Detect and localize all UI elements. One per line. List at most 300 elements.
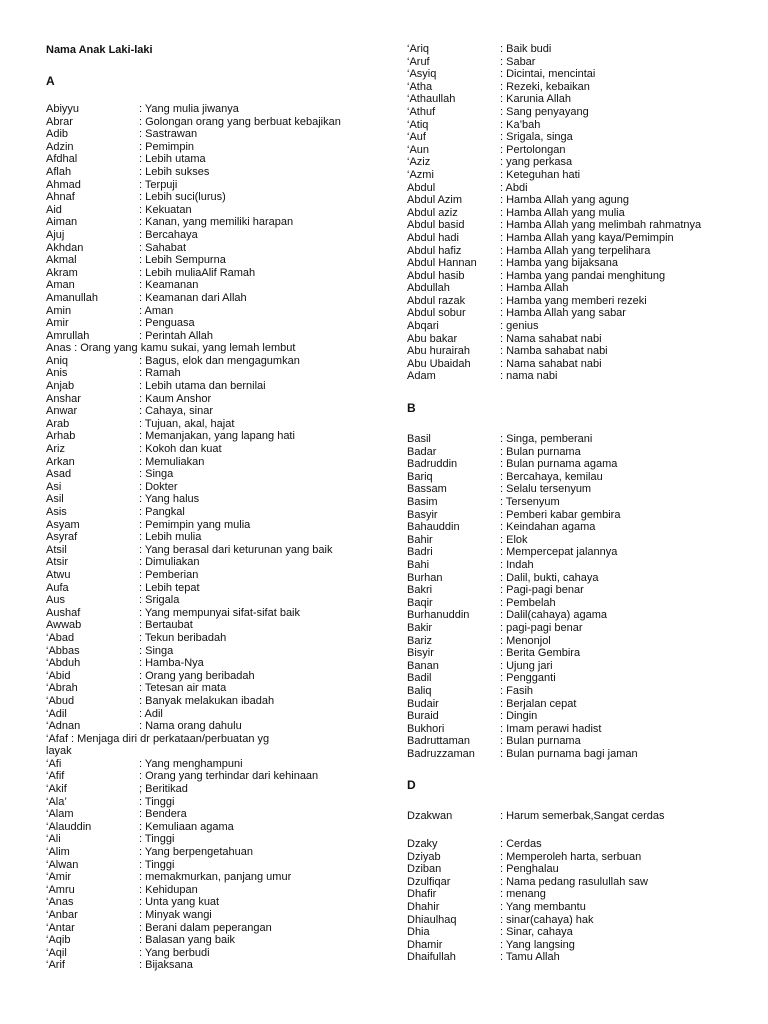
entry-meaning: : Pemberi kabar gembira <box>500 508 621 521</box>
entry-meaning: : Sabar <box>500 55 536 68</box>
list-item <box>407 647 747 660</box>
entry-meaning: : Elok <box>500 533 528 546</box>
entry-name: Anas <box>46 342 72 355</box>
list-item <box>46 884 376 897</box>
entry-name: Asyraf <box>46 531 78 544</box>
entry-meaning: : Tinggi <box>139 833 175 846</box>
list-item <box>46 796 376 809</box>
list-item <box>407 622 747 635</box>
list-item <box>407 93 747 106</box>
list-item <box>46 456 376 469</box>
list-item <box>46 531 376 544</box>
entry-name: Asil <box>46 493 64 506</box>
entry-name: Badruzzaman <box>407 747 475 760</box>
entry-meaning: : Singa <box>139 644 174 657</box>
entry-meaning: : Hamba Allah yang sabar <box>500 307 626 320</box>
entry-meaning: : Lebih muliaAlif Ramah <box>139 266 256 279</box>
list-item <box>46 393 376 406</box>
list-item <box>407 572 747 585</box>
list-item <box>46 141 376 154</box>
list-item <box>407 635 747 648</box>
entry-meaning: : Banyak melakukan ibadah <box>139 694 275 707</box>
entry-meaning: : Singa, pemberani <box>500 433 593 446</box>
list-item <box>46 229 376 242</box>
list-item <box>407 446 747 459</box>
entry-name: Adzin <box>46 140 74 153</box>
list-item <box>407 131 747 144</box>
list-item <box>407 81 747 94</box>
entry-meaning: : Pemberian <box>139 568 199 581</box>
list-item <box>407 838 747 851</box>
list-item <box>46 859 376 872</box>
list-item <box>407 43 747 56</box>
list-item <box>46 544 376 557</box>
entry-meaning: : memakmurkan, panjang umur <box>139 871 292 884</box>
entry-meaning: : Minyak wangi <box>139 909 212 921</box>
entry-name: Bahi <box>407 558 430 571</box>
entry-meaning: : Dalil(cahaya) agama <box>500 609 607 622</box>
entry-meaning: : Ramah <box>139 367 181 380</box>
list-item <box>46 833 376 846</box>
entry-meaning: : Nama sahabat nabi <box>500 357 602 370</box>
entry-meaning: : Bagus, elok dan mengagumkan <box>139 354 300 367</box>
entry-name: Dzaky <box>407 838 438 851</box>
list-item <box>46 758 376 771</box>
entry-name: ‘Alwan <box>46 858 79 871</box>
entry-meaning: : yang perkasa <box>500 156 573 169</box>
entry-name: Amin <box>46 304 72 317</box>
entry-name: Abdul hadi <box>407 231 459 244</box>
list-item <box>407 245 747 258</box>
entry-meaning: : Srigala <box>139 594 180 607</box>
entry-meaning: : Memperoleh harta, serbuan <box>500 850 642 863</box>
entry-meaning: : Ujung jari <box>500 659 553 672</box>
entry-name: Bakri <box>407 584 433 597</box>
entry-meaning: : Dalil, bukti, cahaya <box>500 571 599 584</box>
entry-name: ‘Atha <box>407 80 433 93</box>
entry-meaning: : Nama sahabat nabi <box>500 332 602 345</box>
entry-meaning: : Tinggi <box>139 858 175 871</box>
section-heading: D <box>407 778 416 793</box>
list-item <box>46 267 376 280</box>
list-item <box>46 342 376 355</box>
list-item <box>407 257 747 270</box>
entry-name: Abdul basid <box>407 219 465 232</box>
entry-name: ‘Adnan <box>46 720 81 733</box>
list-item <box>46 632 376 645</box>
list-item <box>407 951 747 964</box>
entry-meaning: : Rezeki, kebaikan <box>500 80 590 93</box>
entry-meaning: : Yang membantu <box>500 901 586 914</box>
entry-name: Amrullah <box>46 329 90 342</box>
entry-meaning: : Hamba yang pandai menghitung <box>500 269 666 282</box>
list-item <box>46 317 376 330</box>
list-item <box>46 481 376 494</box>
entry-meaning: : sinar(cahaya) hak <box>500 913 594 926</box>
entry-name: Dhiaulhaq <box>407 913 457 926</box>
entry-name: ‘Amir <box>46 871 72 884</box>
entry-name: Dzulfiqar <box>407 875 451 888</box>
entry-meaning: : Lebih utama dan bernilai <box>139 380 266 393</box>
entry-name: Badri <box>407 546 433 559</box>
entry-name: Adib <box>46 128 69 141</box>
entry-meaning: : Hamba yang bijaksana <box>500 257 619 270</box>
entry-meaning: : Bulan purnama <box>500 445 581 458</box>
entry-meaning: : Keamanan <box>139 279 199 292</box>
entry-name: ‘Anbar <box>46 909 78 921</box>
entry-name: Buraid <box>407 710 439 723</box>
entry-name: Bassam <box>407 483 447 496</box>
entry-meaning: : Baik budi <box>500 43 552 55</box>
entry-name: Anjab <box>46 380 75 393</box>
entry-meaning: : Karunia Allah <box>500 93 571 106</box>
list-item <box>407 546 747 559</box>
entry-meaning: : Orang yang terhindar dari kehinaan <box>139 770 319 783</box>
entry-name: Aushaf <box>46 606 81 619</box>
right-sections <box>407 43 747 964</box>
list-item <box>407 660 747 673</box>
list-item <box>46 430 376 443</box>
list-item <box>407 534 747 547</box>
list-item <box>407 307 747 320</box>
entry-name: Abqari <box>407 320 439 333</box>
entry-name: Aid <box>46 203 62 216</box>
entry-name: Bariq <box>407 470 433 483</box>
entry-name: Abdul hafiz <box>407 244 462 257</box>
entry-name: ‘Alam <box>46 808 74 821</box>
right-column <box>407 43 747 964</box>
entry-meaning: : Sastrawan <box>139 128 198 141</box>
entry-name: Basil <box>407 433 431 446</box>
entry-meaning: : Lebih mulia <box>139 531 202 544</box>
entry-name: Abdul razak <box>407 294 466 307</box>
entry-meaning: : Pembelah <box>500 596 556 609</box>
entry-name: Badruttaman <box>407 735 470 748</box>
list-item <box>407 914 747 927</box>
entry-name: Arkan <box>46 455 75 468</box>
entry-meaning: : pagi-pagi benar <box>500 621 583 634</box>
list-item <box>46 330 376 343</box>
entry-name: Bisyir <box>407 647 434 660</box>
list-item <box>407 471 747 484</box>
entry-meaning: : Kemuliaan agama <box>139 820 234 833</box>
entry-meaning: : Pertolongan <box>500 143 566 156</box>
list-item <box>407 939 747 952</box>
entry-meaning-continuation: layak <box>46 745 72 758</box>
entry-name: ‘Aun <box>407 143 430 156</box>
entry-name: Dhafir <box>407 888 437 901</box>
entry-name: ‘Athuf <box>407 105 436 118</box>
entry-meaning: : Unta yang kuat <box>139 896 220 909</box>
list-item <box>46 191 376 204</box>
entry-meaning: : Keteguhan hati <box>500 168 581 181</box>
entry-meaning: : Nama pedang rasulullah saw <box>500 875 648 888</box>
list-item <box>46 204 376 217</box>
list-item <box>407 106 747 119</box>
entry-name: Badar <box>407 445 437 458</box>
entry-name: Ahnaf <box>46 191 75 204</box>
entry-name: Aufa <box>46 581 69 594</box>
entry-name: Aus <box>46 594 65 607</box>
list-item <box>46 443 376 456</box>
entry-name: ‘Abid <box>46 669 71 682</box>
list-item <box>407 901 747 914</box>
entry-meaning: : Pemimpin <box>139 140 195 153</box>
entry-name: ‘Akif <box>46 783 67 796</box>
list-item <box>46 922 376 935</box>
list-item <box>46 821 376 834</box>
entry-meaning: : Hamba-Nya <box>139 657 204 670</box>
entry-name: Aniq <box>46 354 69 367</box>
entry-name: Arab <box>46 417 70 430</box>
entry-name: ‘Abduh <box>46 657 81 670</box>
entry-meaning: : Lebih Sempurna <box>139 254 226 267</box>
entry-name: Amir <box>46 317 69 330</box>
entry-meaning: : Fasih <box>500 684 534 697</box>
list-item <box>407 282 747 295</box>
entry-meaning: : Pangkal <box>139 506 185 518</box>
entry-name: ‘Abrah <box>46 682 78 695</box>
list-item <box>46 556 376 569</box>
entry-name: ‘Antar <box>46 921 75 934</box>
entry-meaning: : Tersenyum <box>500 496 560 508</box>
entry-meaning: : Imam perawi hadist <box>500 722 602 735</box>
list-item <box>407 609 747 622</box>
entry-meaning: : nama nabi <box>500 370 558 383</box>
list-item <box>46 720 376 733</box>
list-item <box>407 735 747 748</box>
list-item <box>46 179 376 192</box>
entry-name: ‘Arif <box>46 959 65 972</box>
entry-meaning: : Harum semerbak,Sangat cerdas <box>500 810 665 823</box>
list-item <box>407 194 747 207</box>
entry-meaning: : Nama orang dahulu <box>139 720 242 733</box>
list-item <box>46 242 376 255</box>
entry-meaning: : Singa <box>139 468 174 481</box>
entry-name: Ahmad <box>46 178 81 191</box>
entry-name: Burhan <box>407 571 443 584</box>
entry-meaning: : Menonjol <box>500 634 551 647</box>
entry-meaning: : Tujuan, akal, hajat <box>139 417 235 430</box>
list-item <box>46 959 376 972</box>
entry-name: Atsil <box>46 543 67 556</box>
entry-meaning: : Bulan purnama bagi jaman <box>500 747 638 760</box>
entry-name: Akmal <box>46 254 77 267</box>
list-item <box>407 270 747 283</box>
entry-meaning: : Cahaya, sinar <box>139 405 213 418</box>
entry-meaning: : Yang halus <box>139 493 200 506</box>
entry-meaning: : Kekuatan <box>139 203 192 216</box>
list-item <box>46 506 376 519</box>
list-item <box>407 144 747 157</box>
list-item <box>407 433 747 446</box>
entry-name: ‘Ala’ <box>46 795 67 808</box>
list-item <box>46 607 376 620</box>
entry-meaning: : Yang berpengetahuan <box>139 846 253 859</box>
entry-meaning: : Pemimpin yang mulia <box>139 518 251 531</box>
entry-meaning: : Sinar, cahaya <box>500 926 573 939</box>
entry-meaning: : Ka’bah <box>500 118 541 131</box>
section-heading: A <box>46 74 55 88</box>
entry-meaning: ; Beritikad <box>139 783 188 796</box>
left-column <box>46 43 376 972</box>
entry-meaning: : Hamba Allah yang agung <box>500 194 630 207</box>
entry-meaning: : Dokter <box>139 480 178 493</box>
entry-meaning: : Tamu Allah <box>500 951 560 964</box>
list-item <box>407 559 747 572</box>
list-item <box>46 808 376 821</box>
entry-meaning: : Penguasa <box>139 317 195 330</box>
list-item <box>46 103 376 116</box>
entry-name: Ajuj <box>46 228 65 241</box>
list-item <box>46 418 376 431</box>
list-item <box>407 333 747 346</box>
entry-name: ‘Aruf <box>407 55 430 68</box>
entry-name: Ariz <box>46 443 65 456</box>
list-item <box>46 254 376 267</box>
list-item <box>407 521 747 534</box>
entry-name: Basyir <box>407 508 438 521</box>
entry-meaning: : Cerdas <box>500 838 542 851</box>
list-item <box>407 876 747 889</box>
list-item <box>407 597 747 610</box>
entry-name: Bariz <box>407 634 433 647</box>
list-item <box>407 219 747 232</box>
entry-meaning: : Keindahan agama <box>500 521 596 534</box>
entry-name: ‘Afi <box>46 757 62 770</box>
entry-meaning: : Tetesan air mata <box>139 682 227 695</box>
list-item <box>407 68 747 81</box>
list-item <box>46 695 376 708</box>
entry-meaning: : Abdi <box>500 181 528 194</box>
list-item <box>407 358 747 371</box>
entry-name: Aflah <box>46 165 72 178</box>
list-item <box>407 672 747 685</box>
entry-name: Aiman <box>46 216 78 229</box>
entry-meaning: : Hamba Allah yang kaya/Pemimpin <box>500 231 674 244</box>
entry-name: Abdul <box>407 181 436 194</box>
list-item <box>46 405 376 418</box>
entry-meaning: : Yang mempunyai sifat-sifat baik <box>139 606 301 619</box>
entry-meaning: : Memanjakan, yang lapang hati <box>139 430 295 443</box>
list-item <box>407 698 747 711</box>
entry-meaning: : Yang mulia jiwanya <box>139 103 239 115</box>
entry-name: ‘Abad <box>46 631 75 644</box>
entry-meaning: : Bertaubat <box>139 619 193 632</box>
list-item <box>407 295 747 308</box>
entry-meaning: : Selalu tersenyum <box>500 483 592 496</box>
list-item <box>407 851 747 864</box>
list-item <box>46 216 376 229</box>
entry-name: Abiyyu <box>46 103 80 115</box>
entry-name: Anwar <box>46 405 78 418</box>
list-item <box>46 934 376 947</box>
entry-name: Asad <box>46 468 72 481</box>
entry-name: Badil <box>407 672 432 685</box>
list-item <box>46 708 376 721</box>
entry-name: Badruddin <box>407 458 458 471</box>
list-item <box>46 657 376 670</box>
list-item <box>407 509 747 522</box>
entry-meaning: : Berita Gembira <box>500 647 581 660</box>
entry-name: ‘Auf <box>407 131 426 144</box>
entry-name: ‘Aziz <box>407 156 431 169</box>
entry-name: Aman <box>46 279 75 292</box>
entry-name: Basim <box>407 496 438 508</box>
entry-name: Dziyab <box>407 850 441 863</box>
entry-meaning: : Lebih utama <box>139 153 206 166</box>
entry-meaning: : Hamba Allah yang mulia <box>500 206 625 219</box>
list-item <box>407 483 747 496</box>
entry-name: ‘Ali <box>46 833 61 846</box>
entry-meaning: : Tekun beribadah <box>139 631 227 644</box>
entry-name: ‘Atiq <box>407 118 429 131</box>
entry-name: Awwab <box>46 619 82 632</box>
list-item <box>407 345 747 358</box>
list-item <box>407 119 747 132</box>
entry-meaning: : Hamba Allah <box>500 282 569 295</box>
list-item <box>46 166 376 179</box>
entry-name: Abdul aziz <box>407 206 458 219</box>
entry-name: Abdul Hannan <box>407 257 477 270</box>
entry-meaning: : Adil <box>139 707 163 720</box>
entry-name: Abdul Azim <box>407 194 463 207</box>
list-item <box>407 207 747 220</box>
entry-name: Afdhal <box>46 153 78 166</box>
list-item <box>407 710 747 723</box>
list-item <box>407 458 747 471</box>
entry-name: Abdullah <box>407 282 450 295</box>
entry-name: Dziban <box>407 863 442 876</box>
entry-name: Anis <box>46 367 68 380</box>
entry-name: ‘Alauddin <box>46 820 92 833</box>
list-item <box>46 128 376 141</box>
list-item <box>46 896 376 909</box>
entry-name: Bukhori <box>407 722 445 735</box>
list-item <box>46 645 376 658</box>
section-heading: B <box>407 401 416 416</box>
entry-name: Burhanuddin <box>407 609 470 622</box>
entry-name: ‘Adil <box>46 707 67 720</box>
list-item <box>407 496 747 509</box>
entry-name: ‘Aqil <box>46 946 67 959</box>
entry-name: ‘Abbas <box>46 644 80 657</box>
entry-meaning: : Berani dalam peperangan <box>139 921 272 934</box>
entry-meaning: : Yang langsing <box>500 938 575 951</box>
entry-name: Banan <box>407 659 439 672</box>
entry-name: Akhdan <box>46 241 84 254</box>
list-item <box>407 888 747 901</box>
entry-name: Dhaifullah <box>407 951 456 964</box>
entry-name: Asis <box>46 506 67 518</box>
entry-name: Dhia <box>407 926 430 939</box>
entry-meaning: : Kanan, yang memiliki harapan <box>139 216 294 229</box>
entry-meaning: : Dingin <box>500 710 538 723</box>
list-item <box>407 748 747 761</box>
entry-name: ‘Asyiq <box>407 68 437 81</box>
list-item <box>46 292 376 305</box>
entry-meaning: : Namba sahabat nabi <box>500 345 608 358</box>
entry-meaning: : Keamanan dari Allah <box>139 291 247 304</box>
entry-name: Bakir <box>407 621 433 634</box>
entry-name: Abu hurairah <box>407 345 470 358</box>
entry-name: Abu Ubaidah <box>407 357 471 370</box>
list-item <box>46 116 376 129</box>
entry-meaning: : Srigala, singa <box>500 131 573 144</box>
entry-meaning: : Kaum Anshor <box>139 392 212 405</box>
entry-meaning: : Kehidupan <box>139 883 198 896</box>
list-item <box>46 733 376 746</box>
